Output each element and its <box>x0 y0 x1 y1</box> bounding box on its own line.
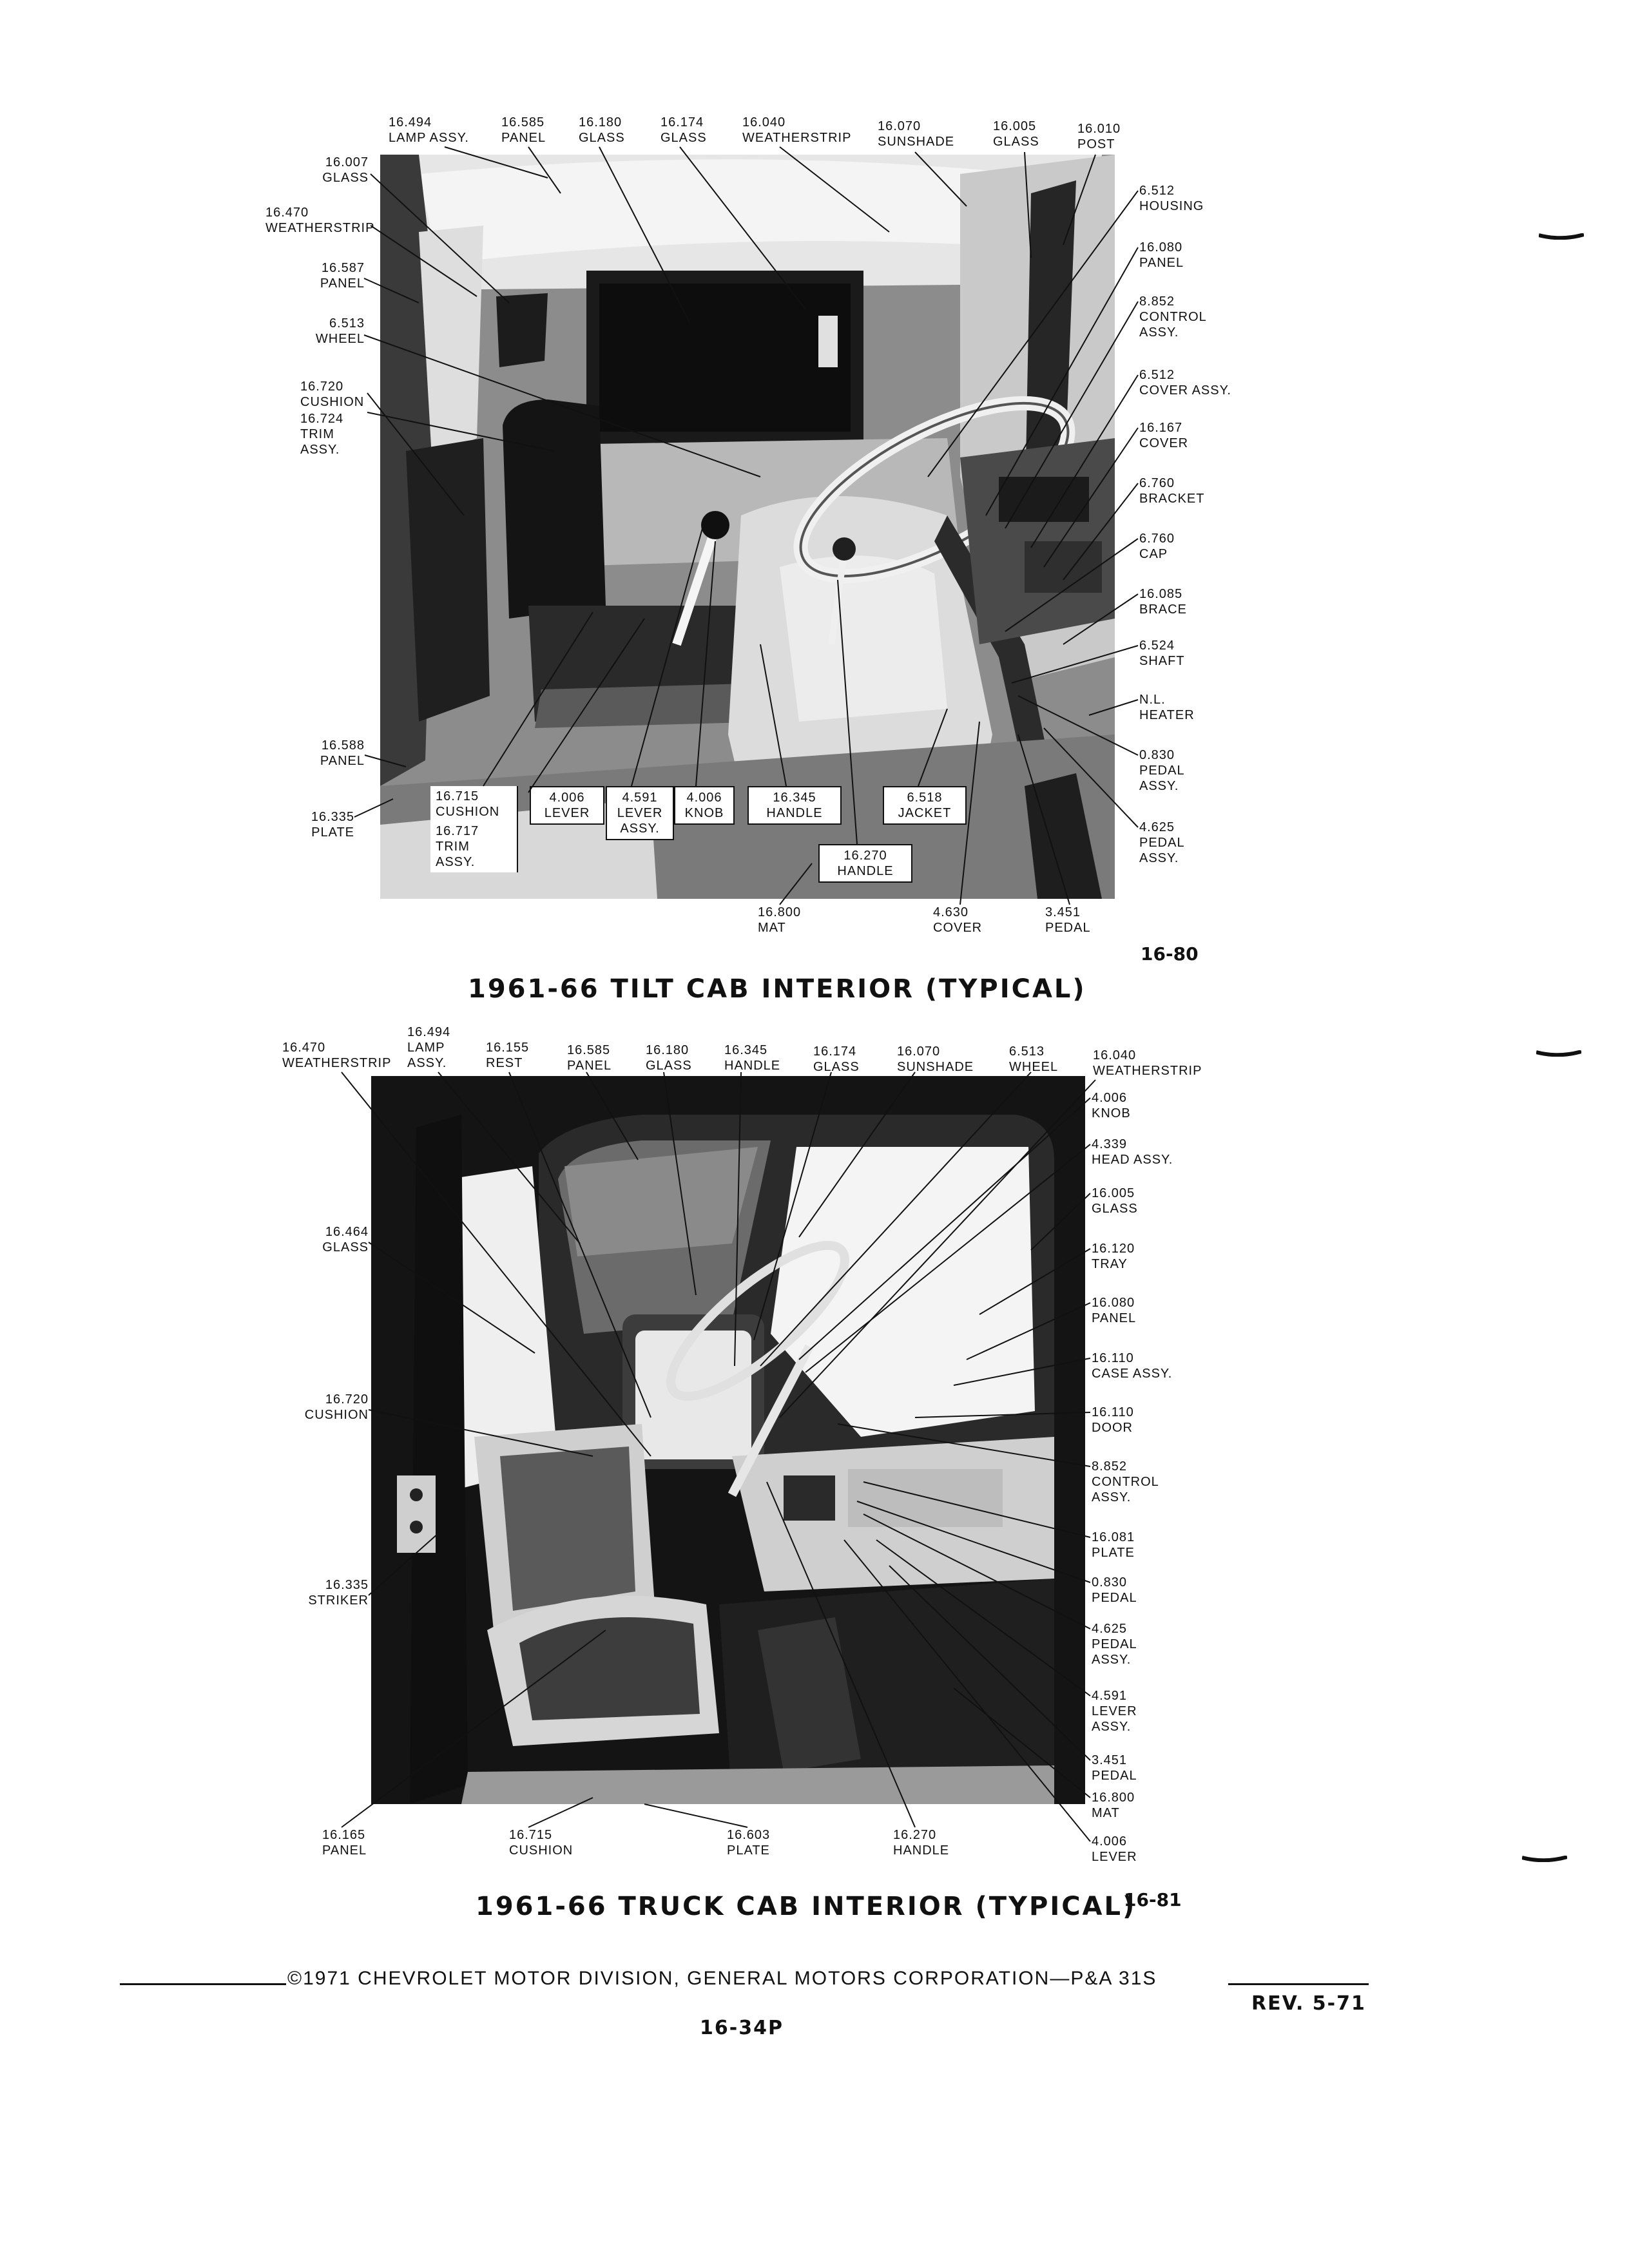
fig1-left-label: 16.335 PLATE <box>311 810 354 840</box>
fig1-top-label: 16.585 PANEL <box>501 115 546 145</box>
footer-page-number: 16-34P <box>700 2017 784 2039</box>
fig2-top-label: 16.470 WEATHERSTRIP <box>282 1041 392 1070</box>
fig2-left-label: 16.720 CUSHION <box>304 1392 369 1422</box>
fig1-bottom-label: 4.630 COVER <box>933 905 983 935</box>
fig1-title: 1961-66 TILT CAB INTERIOR (TYPICAL) <box>468 974 1086 1004</box>
margin-mark <box>1522 1856 1567 1862</box>
fig1-right-label: 6.760 BRACKET <box>1139 476 1205 506</box>
fig2-bottom-label: 16.603 PLATE <box>727 1828 771 1858</box>
fig1-box-label: 6.518 JACKET <box>883 786 967 825</box>
fig1-left-label: 16.720 CUSHION <box>300 380 365 409</box>
fig1-right-label: 6.512 COVER ASSY. <box>1139 368 1231 398</box>
fig1-right-label: 4.625 PEDAL ASSY. <box>1139 820 1184 865</box>
fig1-left-label: 16.470 WEATHERSTRIP <box>265 206 375 235</box>
fig1-left-label: 16.587 PANEL <box>320 261 365 291</box>
fig1-box-label: 16.270 HANDLE <box>818 844 912 883</box>
fig1-right-label: 16.167 COVER <box>1139 421 1189 450</box>
fig1-right-label: 16.080 PANEL <box>1139 240 1184 270</box>
fig2-bottom-label: 16.270 HANDLE <box>893 1828 950 1858</box>
fig2-right-label: 3.451 PEDAL <box>1092 1753 1137 1783</box>
fig2-number: 16-81 <box>1124 1889 1182 1910</box>
fig2-top-label: 16.174 GLASS <box>813 1044 860 1074</box>
footer-rule-right <box>1228 1983 1369 1985</box>
fig1-box-label: 4.006 LEVER <box>530 786 604 825</box>
fig2-right-label: 16.081 PLATE <box>1092 1530 1135 1560</box>
fig2-right-label: 16.110 CASE ASSY. <box>1092 1351 1173 1381</box>
fig1-box-label: 4.006 KNOB <box>674 786 735 825</box>
fig1-left-label: 16.007 GLASS <box>322 155 369 185</box>
fig2-top-label: 16.345 HANDLE <box>724 1043 781 1073</box>
fig2-bottom-label: 16.165 PANEL <box>322 1828 367 1858</box>
fig2-bottom-label: 16.715 CUSHION <box>509 1828 574 1858</box>
fig1-right-label: 16.085 BRACE <box>1139 587 1187 617</box>
fig1-box-label: 16.715 CUSHION 16.717 TRIM ASSY. <box>430 786 518 872</box>
fig2-top-label: 16.585 PANEL <box>567 1043 612 1073</box>
fig1-top-label: 16.174 GLASS <box>660 115 707 145</box>
margin-mark <box>1539 233 1584 240</box>
fig1-box-label: 4.591 LEVER ASSY. <box>606 786 674 840</box>
fig1-bottom-label: 3.451 PEDAL <box>1045 905 1091 935</box>
fig1-left-label: 6.513 WHEEL <box>315 316 365 346</box>
fig1-top-label: 16.005 GLASS <box>993 119 1039 149</box>
fig2-right-label: 4.591 LEVER ASSY. <box>1092 1689 1137 1734</box>
fig2-right-label: 16.080 PANEL <box>1092 1296 1137 1325</box>
fig2-top-label: 6.513 WHEEL <box>1009 1044 1059 1074</box>
fig2-top-label: 16.070 SUNSHADE <box>897 1044 974 1074</box>
fig1-top-label: 16.180 GLASS <box>579 115 625 145</box>
fig2-right-label: 4.625 PEDAL ASSY. <box>1092 1622 1137 1667</box>
fig1-right-label: 8.852 CONTROL ASSY. <box>1139 294 1207 340</box>
fig2-left-label: 16.464 GLASS <box>322 1225 369 1254</box>
fig2-top-label: 16.494 LAMP ASSY. <box>407 1025 451 1070</box>
fig1-left-label: 16.588 PANEL <box>320 738 365 768</box>
fig2-right-label: 16.110 DOOR <box>1092 1405 1134 1435</box>
fig2-right-label: 16.800 MAT <box>1092 1791 1135 1820</box>
fig1-box-label: 16.345 HANDLE <box>747 786 842 825</box>
fig1-right-label: 6.512 HOUSING <box>1139 184 1204 213</box>
fig2-right-label: 16.005 GLASS <box>1092 1186 1138 1216</box>
fig1-right-label: N.L. HEATER <box>1139 693 1195 722</box>
fig1-left-label: 16.724 TRIM ASSY. <box>300 412 344 457</box>
fig2-left-label: 16.335 STRIKER <box>308 1578 369 1608</box>
fig1-right-label: 0.830 PEDAL ASSY. <box>1139 748 1184 793</box>
footer-revision: REV. 5-71 <box>1251 1992 1366 2015</box>
fig1-right-label: 6.760 CAP <box>1139 532 1175 561</box>
fig2-top-label: 16.180 GLASS <box>646 1043 692 1073</box>
fig2-right-label: 4.339 HEAD ASSY. <box>1092 1137 1173 1167</box>
fig1-bottom-label: 16.800 MAT <box>758 905 802 935</box>
fig2-title: 1961-66 TRUCK CAB INTERIOR (TYPICAL) <box>476 1892 1137 1921</box>
fig1-number: 16-80 <box>1141 943 1199 965</box>
fig2-top-label: 16.155 REST <box>486 1041 530 1070</box>
fig2-right-label: 4.006 KNOB <box>1092 1091 1131 1120</box>
fig2-right-label: 0.830 PEDAL <box>1092 1575 1137 1605</box>
fig2-right-label: 16.120 TRAY <box>1092 1242 1135 1271</box>
fig2-right-label: 4.006 LEVER <box>1092 1834 1137 1864</box>
fig1-top-label: 16.010 POST <box>1077 122 1121 151</box>
footer-copyright: ©1971 CHEVROLET MOTOR DIVISION, GENERAL MOTORS CORPORATION—P&A 31S <box>287 1968 1157 1989</box>
fig2-right-label: 8.852 CONTROL ASSY. <box>1092 1459 1159 1504</box>
fig2-top-label: 16.040 WEATHERSTRIP <box>1093 1048 1202 1078</box>
footer-rule-left <box>120 1983 286 1985</box>
fig1-right-label: 6.524 SHAFT <box>1139 639 1185 668</box>
margin-mark <box>1536 1050 1581 1057</box>
fig1-top-label: 16.040 WEATHERSTRIP <box>742 115 852 145</box>
fig1-top-label: 16.494 LAMP ASSY. <box>389 115 469 145</box>
fig1-top-label: 16.070 SUNSHADE <box>878 119 955 149</box>
